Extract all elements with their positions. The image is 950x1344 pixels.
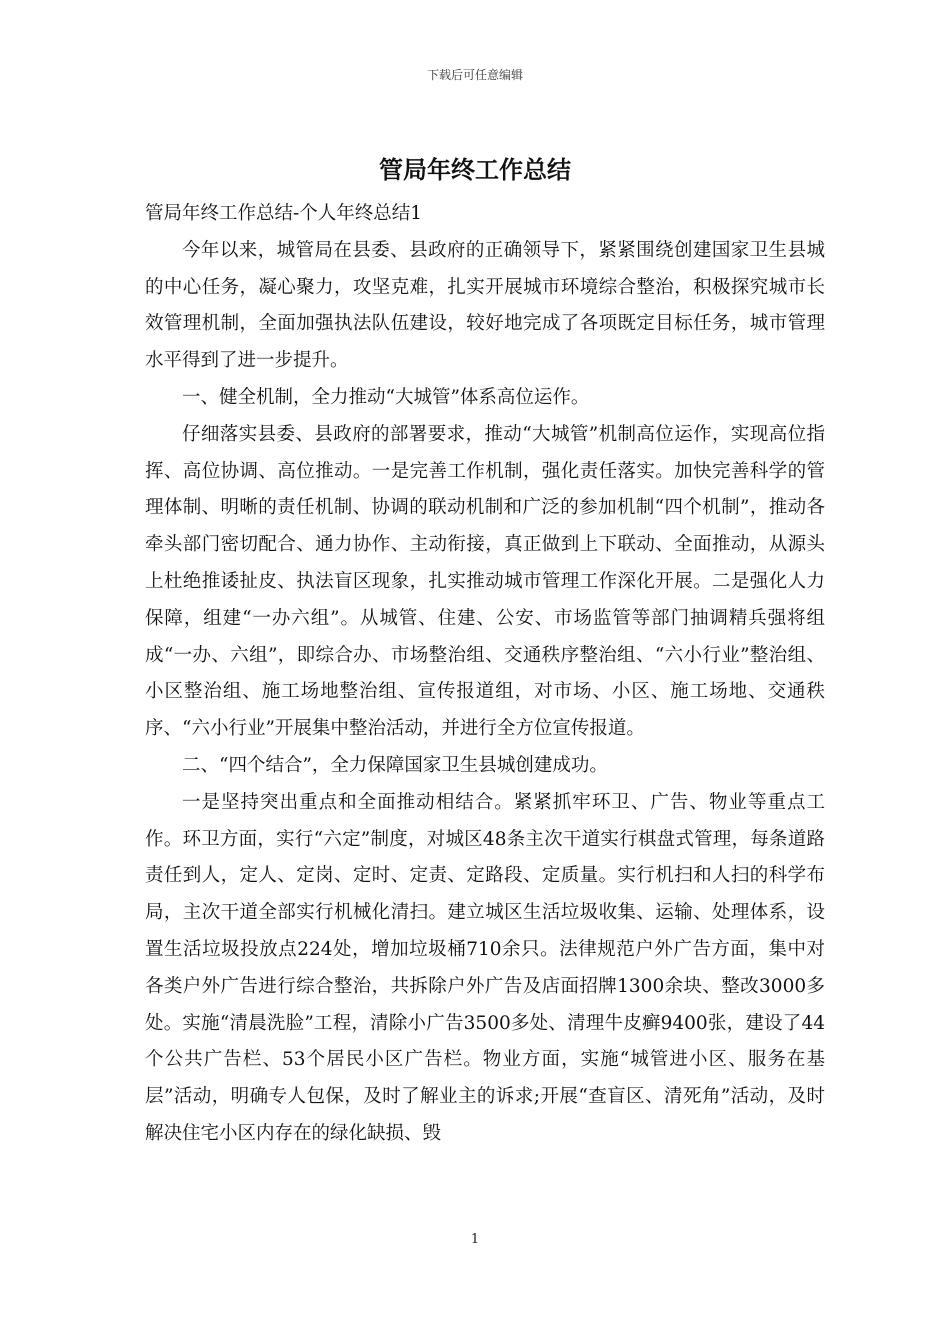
paragraph: 仔细落实县委、县政府的部署要求，推动“大城管”机制高位运作，实现高位指挥、高位协调、高位推动。一是完善工作机制，强化责任落实。加快完善科学的管理体制、明晰的责任机制、协调的联动机制和广泛的参加机制“四个机制”，推动各牵头部门密切配合、通力协作、主动衔接，真正做到上下联动、全面推动，从源头上杜绝推诿扯皮、执法盲区现象，扎实推动城市管理工作深化开展。二是强化人力保障，组建“一办六组”。从城管、住建、公安、市场监管等部门抽调精兵强将组成“一办、六组”，即综合办、市场整治组、交通秩序整治组、“六小行业”整治组、小区整治组、施工场地整治组、宣传报道组，对市场、小区、施工场地、交通秩序、“六小行业”开展集中整治活动，并进行全方位宣传报道。 [145, 423, 825, 740]
paragraph: 一是坚持突出重点和全面推动相结合。紧紧抓牢环卫、广告、物业等重点工作。环卫方面，实行“六定”制度，对城区48条主次干道实行棋盘式管理，每条道路责任到人，定人、定岗、定时、定责、定路段、定质量。实行机扫和人扫的科学布局，主次干道全部实行机械化清扫。建立城区生活垃圾收集、运输、处理体系，设置生活垃圾投放点224处，增加垃圾桶710余只。法律规范户外广告方面，集中对各类户外广告进行综合整治，共拆除户外广告及店面招牌1300余块、整改3000多处。实施“清晨洗脸”工程，清除小广告3500多处、清理牛皮癣9400张，建设了44个公共广告栏、53个居民小区广告栏。物业方面，实施“城管进小区、服务在基层”活动，明确专人包保，及时了解业主的诉求;开展“查盲区、清死角”活动，及时解决住宅小区内存在的绿化缺损、毁 [145, 791, 825, 1144]
section-heading: 一、健全机制，全力推动“大城管”体系高位运作。 [182, 386, 590, 408]
section-heading: 二、“四个结合”，全力保障国家卫生县城创建成功。 [182, 754, 608, 776]
document-title: 管局年终工作总结 [379, 156, 571, 184]
document-body [145, 196, 825, 1153]
document-subtitle: 管局年终工作总结-个人年终总结1 [145, 203, 423, 224]
paragraph: 今年以来，城管局在县委、县政府的正确领导下，紧紧围绕创建国家卫生县城的中心任务，凝心聚力，攻坚克难，扎实开展城市环境综合整治，积极探究城市长效管理机制，全面加强执法队伍建设，较好地完成了各项既定目标任务，城市管理水平得到了进一步提升。 [145, 239, 825, 372]
header-note: 下载后可任意编辑 [426, 68, 523, 82]
page-number: 1 [470, 1232, 480, 1247]
